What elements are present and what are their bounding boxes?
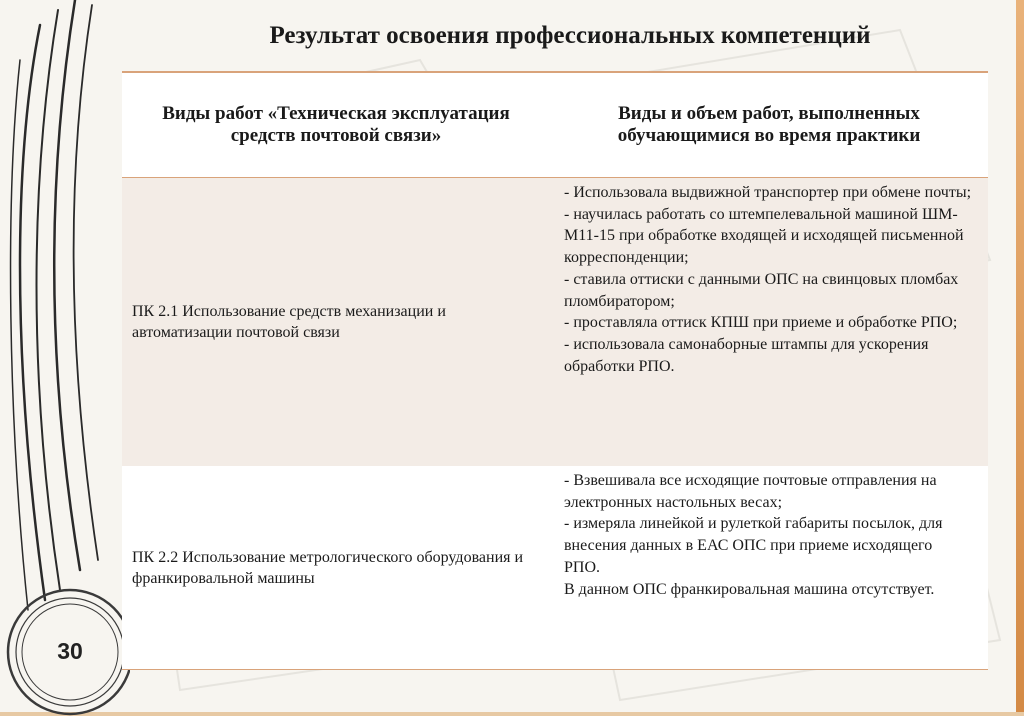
work-item: - использовала самонаборные штампы для ускорения обработки РПО. [564,335,933,375]
work-item: - Использовала выдвижной транспортер при обмене почты; [564,184,972,201]
slide-title: Результат освоения профессиональных компетенций [269,22,871,49]
work-cell [550,178,988,467]
work-item: - измеряла линейкой и рулеткой габариты посылок, для внесения данных в ЕАС ОПС при приеме исходящего РПО. [564,515,947,576]
work-item: - ставила оттиски с данными ОПС на свинцовых пломбах пломбиратором; [564,270,963,310]
header-work-types: Виды работ «Техническая эксплуатация средств почтовой связи» [122,72,550,178]
table-row [122,466,988,670]
work-item: - Взвешивала все исходящие почтовые отправления на электронных настольных весах; [564,472,941,511]
work-item: - научилась работать со штемпелевальной машиной ШМ-М11-15 при обработке входящей и исходящей письменной корреспонденции; [564,205,968,267]
bottom-accent-border [0,712,1024,716]
decorative-swirl [0,0,130,716]
table-row [122,178,988,467]
work-item: - проставляла оттиск КПШ при приеме и обработке РПО; [564,314,958,332]
work-cell [550,466,988,670]
table-header-row [122,72,988,178]
page-number: 30 [57,638,83,664]
right-accent-border [1016,0,1024,716]
work-item: В данном ОПС франкировальная машина отсутствует. [564,580,935,598]
competence-cell: ПК 2.2 Использование метрологического оборудования и франкировальной машины [122,466,550,670]
competence-table [122,71,988,670]
competence-cell: ПК 2.1 Использование средств механизации и автоматизации почтовой связи [122,178,550,467]
header-work-volume: Виды и объем работ, выполненных обучающимися во время практики [550,72,988,178]
